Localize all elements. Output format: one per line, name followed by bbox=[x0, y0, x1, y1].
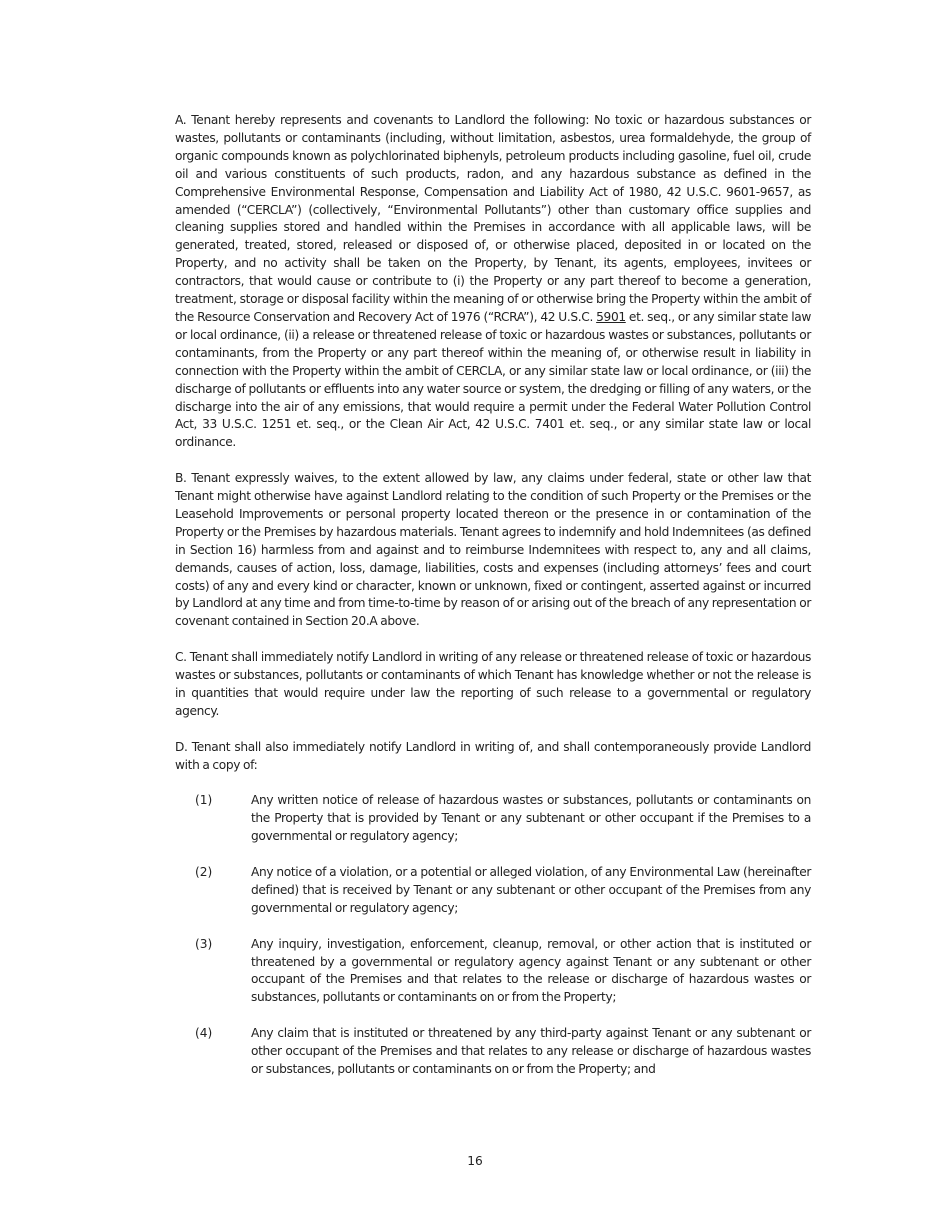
list-item bbox=[175, 1025, 811, 1079]
list-item-number: (3) bbox=[195, 936, 213, 951]
list-item-text: Any inquiry, investigation, enforcement, cleanup, removal, or other action that is instituted or threatened by a governmental or regulatory agency against Tenant or any subtenant or other occupant of the Premises and that relates to the release or discharge of hazardous wastes or substances, pollutants or contaminants on or from the Property; bbox=[251, 936, 811, 1005]
section-a-paragraph bbox=[175, 112, 811, 452]
list-item bbox=[175, 792, 811, 846]
section-d-paragraph: D. Tenant shall also immediately notify Landlord in writing of, and shall contemporaneously provide Landlord with a copy of: bbox=[175, 739, 811, 772]
statute-reference: 5901 bbox=[596, 309, 626, 324]
section-b-paragraph: B. Tenant expressly waives, to the extent allowed by law, any claims under federal, state or other law that Tenant might otherwise have against Landlord relating to the condition of such Property or the Premises or the Leasehold Improvements or personal property located thereon or the presence in or contamination of the Property or the Premises by hazardous materials. Tenant agrees to indemnify and hold Indemnitees (as defined in Section 16) harmless from and against and to reimburse Indemnitees with respect to, any and all claims, demands, causes of action, loss, damage, liabilities, costs and expenses (including attorneys’ fees and court costs) of any and every kind or character, known or unknown, fixed or contingent, asserted against or incurred by Landlord at any time and from time-to-time by reason of or arising out of the breach of any representation or covenant contained in Section 20.A above. bbox=[175, 471, 811, 629]
section-c-paragraph: C. Tenant shall immediately notify Landlord in writing of any release or threatened release of toxic or hazardous wastes or substances, pollutants or contaminants of which Tenant has knowledge whether or not the release is in quantities that would require under law the reporting of such release to a governmental or regulatory agency. bbox=[175, 650, 811, 718]
list-item-number: (1) bbox=[195, 793, 213, 808]
document-page bbox=[175, 112, 811, 1097]
list-item-text: Any written notice of release of hazardous wastes or substances, pollutants or contaminants on the Property that is provided by Tenant or any subtenant or other occupant if the Premises to a governmental or regulatory agency; bbox=[251, 793, 811, 844]
list-item bbox=[175, 936, 811, 1008]
page-number: 16 bbox=[467, 1154, 483, 1168]
section-a-text-end: et. seq., or any similar state law or local ordinance, (ii) a release or threatened release of toxic or hazardous wastes or substances, pollutants or contaminants, from the Property or any part thereof within the meaning of, or otherwise result in liability in connection with the Property within the ambit of CERCLA, or any similar state law or local ordinance, or (iii) the discharge of pollutants or effluents into any water source or system, the dredging or filling of any waters, or the discharge into the air of any emissions, that would require a permit under the Federal Water Pollution Control Act, 33 U.S.C. 1251 et. seq., or the Clean Air Act, 42 U.S.C. 7401 et. seq., or any similar state law or local ordinance. bbox=[175, 309, 811, 450]
list-item-text: Any notice of a violation, or a potential or alleged violation, of any Environmental Law (hereinafter defined) that is received by Tenant or any subtenant or other occupant of the Premises from any governmental or regulatory agency; bbox=[251, 864, 811, 915]
list-item-number: (4) bbox=[195, 1026, 213, 1041]
list-item-number: (2) bbox=[195, 864, 213, 879]
section-a-text-start: A. Tenant hereby represents and covenants to Landlord the following: No toxic or hazardous substances or wastes, pollutants or contaminants (including, without limitation, asbestos, urea formaldehyde, the group of organic compounds known as polychlorinated biphenyls, petroleum products including gasoline, fuel oil, crude oil and various constituents of such products, radon, and any hazardous substance as defined in the Comprehensive Environmental Response, Compensation and Liability Act of 1980, 42 U.S.C. 9601-9657, as amended (“CERCLA”) (collectively, “Environmental Pollutants”) other than customary office supplies and cleaning supplies stored and handled within the Premises in accordance with all applicable laws, will be generated, treated, stored, released or disposed of, or otherwise placed, deposited in or located on the Property, and no activity shall be taken on the Property, by Tenant, its agents, employees, invitees or contractors, that would cause or contribute to (i) the Property or any part thereof to become a generation, treatment, storage or disposal facility within the meaning of or otherwise bring the Property within the ambit of the Resource Conservation and Recovery Act of 1976 (“RCRA”), 42 U.S.C. bbox=[175, 113, 811, 324]
list-item bbox=[175, 864, 811, 918]
list-item-text: Any claim that is instituted or threatened by any third-party against Tenant or any subtenant or other occupant of the Premises and that relates to any release or discharge of hazardous wastes or substances, pollutants or contaminants on or from the Property; and bbox=[251, 1026, 811, 1076]
